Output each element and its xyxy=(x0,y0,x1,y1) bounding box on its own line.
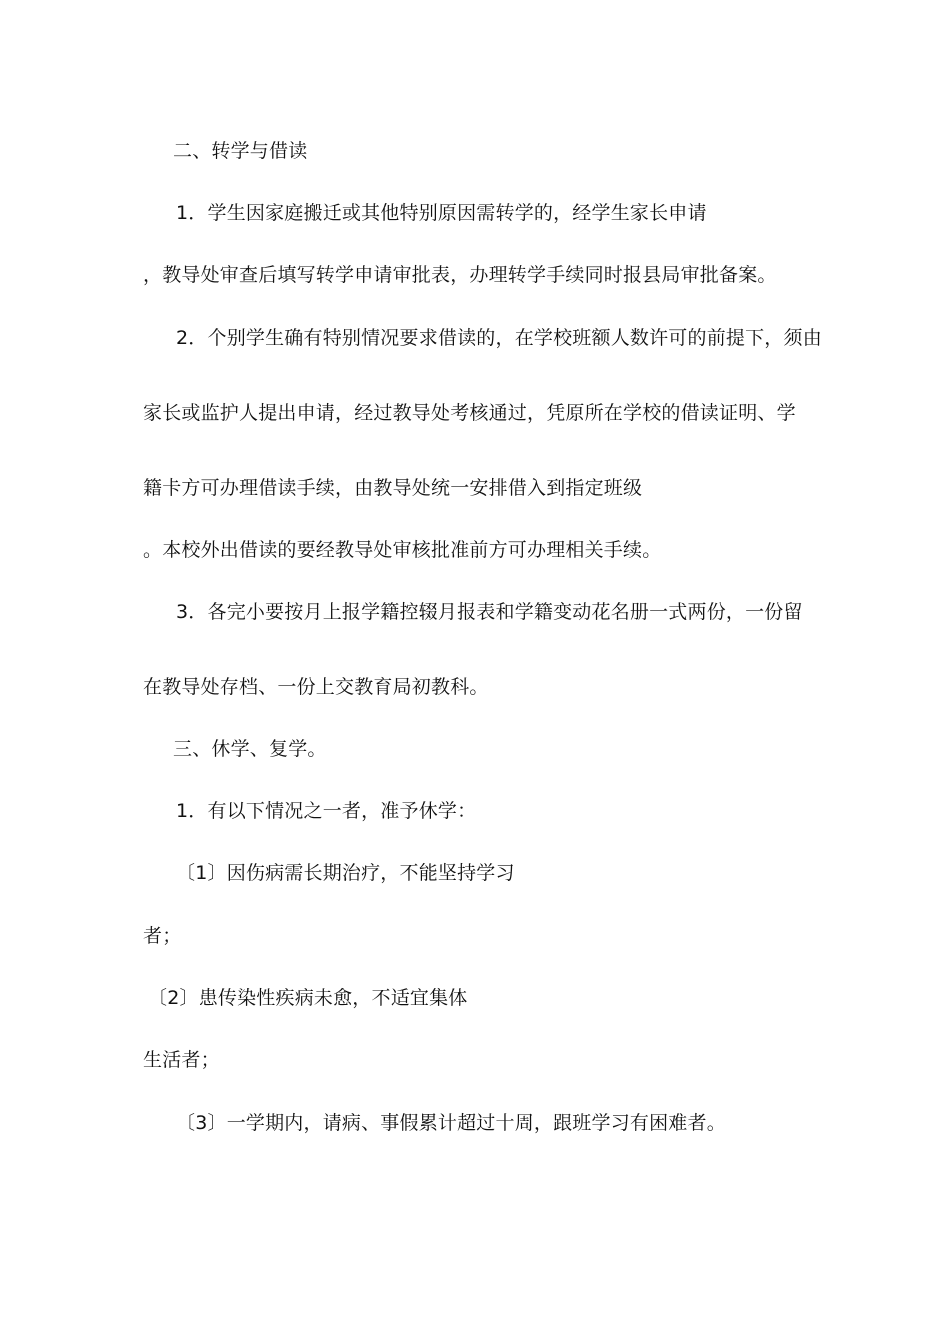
paragraph-line: 2．个别学生确有特别情况要求借读的，在学校班额人数许可的前提下，须由 xyxy=(176,327,822,349)
paragraph-line: 1．学生因家庭搬迁或其他特别原因需转学的，经学生家长申请 xyxy=(176,202,707,224)
paragraph-line: 3．各完小要按月上报学籍控辍月报表和学籍变动花名册一式两份，一份留 xyxy=(176,601,803,623)
paragraph-line: 家长或监护人提出申请，经过教导处考核通过，凭原所在学校的借读证明、学 xyxy=(143,402,796,424)
list-item-line: 〔3〕一学期内，请病、事假累计超过十周，跟班学习有困难者。 xyxy=(176,1112,726,1134)
section-heading-transfer: 二、转学与借读 xyxy=(173,140,308,162)
section-heading-suspension: 三、休学、复学。 xyxy=(173,738,327,760)
paragraph-line: 在教导处存档、一份上交教育局初教科。 xyxy=(143,676,489,698)
list-item-line: 〔1〕因伤病需长期治疗，不能坚持学习 xyxy=(176,862,515,884)
list-item-line: 者； xyxy=(143,925,182,947)
list-item-line: 〔2〕患传染性疾病未愈，不适宜集体 xyxy=(148,987,468,1009)
paragraph-line: ，教导处审查后填写转学申请审批表，办理转学手续同时报县局审批备案。 xyxy=(143,264,777,286)
paragraph-line: 。本校外出借读的要经教导处审核批准前方可办理相关手续。 xyxy=(143,539,662,561)
paragraph-line: 籍卡方可办理借读手续，由教导处统一安排借入到指定班级 xyxy=(143,477,643,499)
paragraph-line: 1．有以下情况之一者，准予休学： xyxy=(176,800,477,822)
list-item-line: 生活者； xyxy=(143,1049,220,1071)
